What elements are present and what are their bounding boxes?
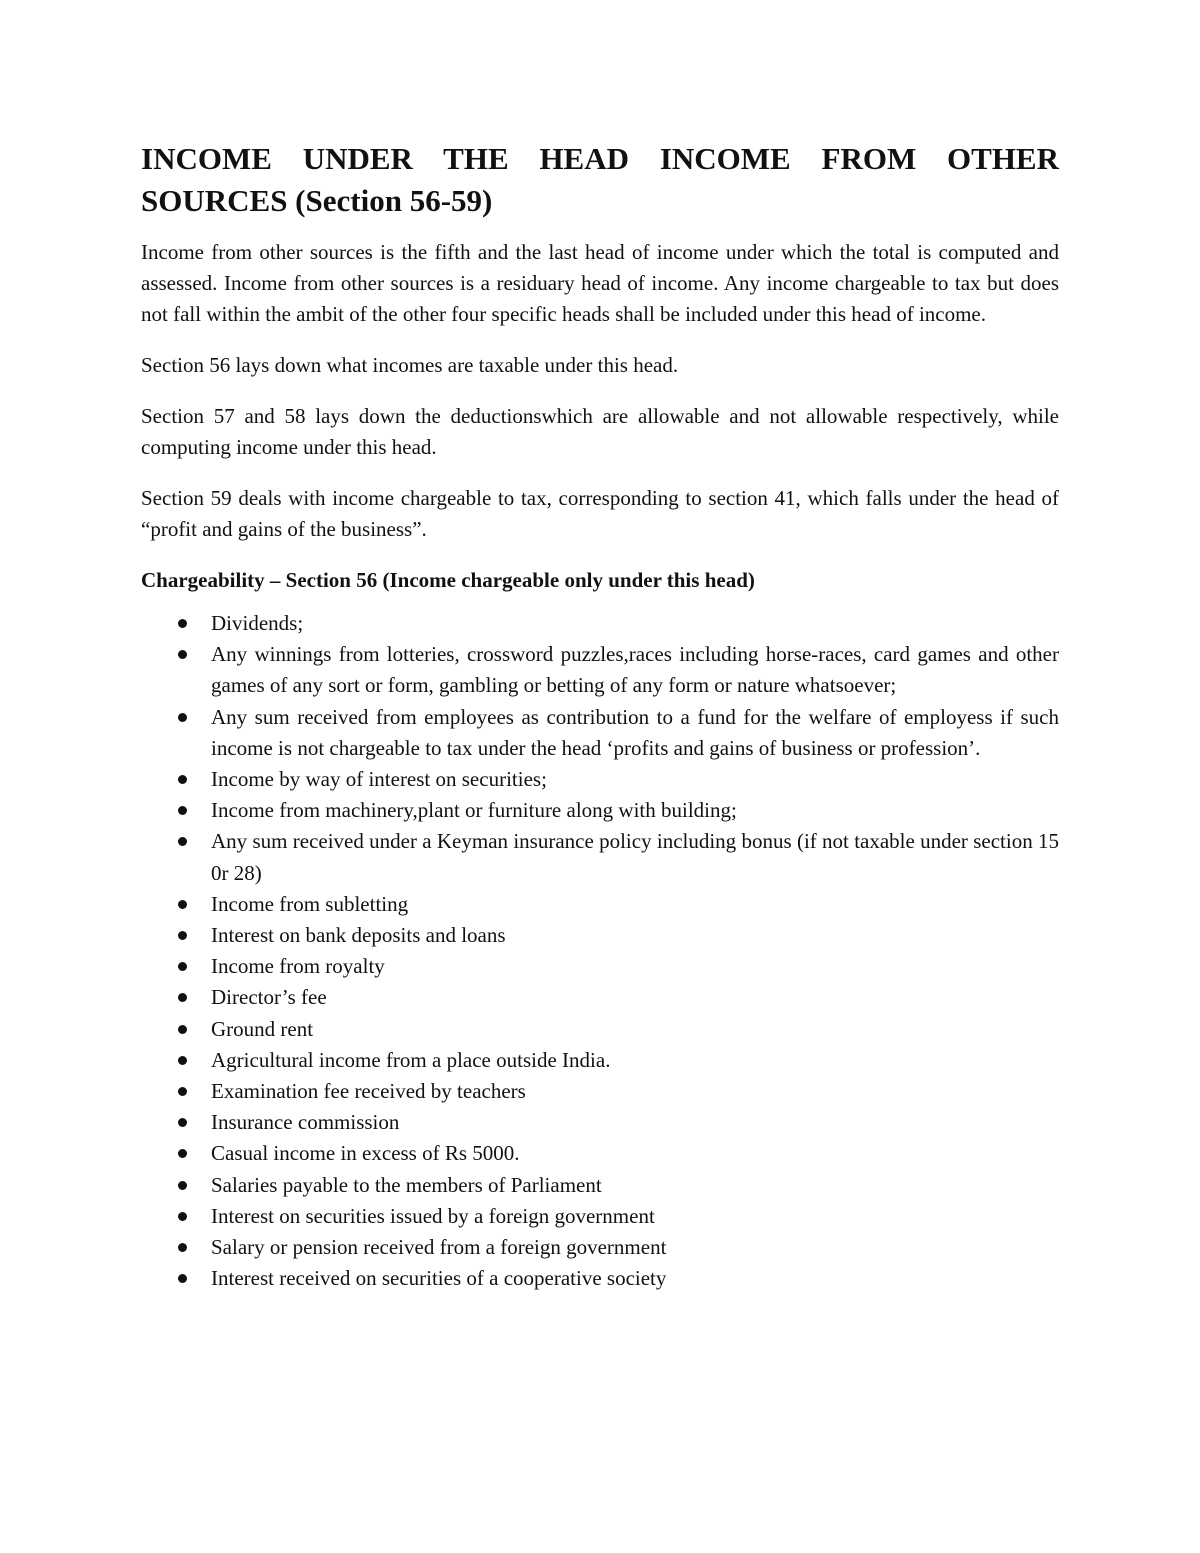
list-item	[141, 1170, 1059, 1201]
document-page	[141, 138, 1059, 1294]
bullet-icon	[178, 1181, 187, 1190]
list-item-text: Salaries payable to the members of Parliament	[211, 1172, 602, 1197]
bullet-icon	[178, 1118, 187, 1127]
list-item	[141, 826, 1059, 888]
chargeability-subheading: Chargeability – Section 56 (Income chargeable only under this head)	[141, 568, 755, 592]
list-item-text: Income from subletting	[211, 891, 409, 916]
list-item	[141, 1263, 1059, 1294]
bullet-icon	[178, 806, 187, 815]
section-59-paragraph: Section 59 deals with income chargeable to tax, corresponding to section 41, which falls under the head of “profit and gains of the business”.	[141, 486, 1059, 541]
list-item-text: Any sum received under a Keyman insurance policy including bonus (if not taxable under section 15 0r 28)	[211, 829, 1059, 885]
list-item-text: Examination fee received by teachers	[211, 1079, 526, 1104]
list-item-text: Interest on securities issued by a foreign government	[211, 1203, 655, 1228]
list-item-text: Director’s fee	[211, 985, 327, 1010]
list-item-text: Insurance commission	[211, 1110, 400, 1135]
list-item-text: Interest received on securities of a cooperative society	[211, 1266, 667, 1291]
section-56-paragraph: Section 56 lays down what incomes are taxable under this head.	[141, 353, 679, 377]
list-item	[141, 764, 1059, 795]
list-item	[141, 702, 1059, 764]
bullet-icon	[178, 1212, 187, 1221]
list-item	[141, 920, 1059, 951]
section-57-58-paragraph: Section 57 and 58 lays down the deductionswhich are allowable and not allowable respectively, while computing income under this head.	[141, 404, 1059, 459]
list-item	[141, 608, 1059, 639]
list-item	[141, 1014, 1059, 1045]
list-item	[141, 795, 1059, 826]
list-item	[141, 1201, 1059, 1232]
bullet-icon	[178, 619, 187, 628]
chargeability-list	[141, 608, 1059, 1294]
bullet-icon	[178, 837, 187, 846]
bullet-icon	[178, 1243, 187, 1252]
list-item	[141, 1232, 1059, 1263]
title-line-1: INCOME UNDER THE HEAD INCOME FROM OTHER	[141, 141, 1059, 176]
list-item-text: Interest on bank deposits and loans	[211, 923, 506, 948]
bullet-icon	[178, 900, 187, 909]
bullet-icon	[178, 1025, 187, 1034]
list-item-text: Ground rent	[211, 1016, 314, 1041]
bullet-icon	[178, 650, 187, 659]
bullet-icon	[178, 962, 187, 971]
list-item	[141, 951, 1059, 982]
list-item	[141, 1138, 1059, 1169]
list-item	[141, 1045, 1059, 1076]
list-item-text: Any sum received from employees as contribution to a fund for the welfare of employess if such income is not chargeable to tax under the head ‘profits and gains of business or profession’.	[211, 704, 1059, 760]
bullet-icon	[178, 1056, 187, 1065]
bullet-icon	[178, 1087, 187, 1096]
bullet-icon	[178, 775, 187, 784]
title-line-2: SOURCES (Section 56-59)	[141, 183, 493, 218]
list-item-text: Income from royalty	[211, 954, 385, 979]
list-item	[141, 1107, 1059, 1138]
bullet-icon	[178, 993, 187, 1002]
list-item-text: Agricultural income from a place outside India.	[211, 1047, 611, 1072]
intro-paragraph: Income from other sources is the fifth and the last head of income under which the total is computed and assessed. Income from other sources is a residuary head of income. Any income chargeable to tax but does not fall within the ambit of the other four specific heads shall be included under this head of income.	[141, 240, 1059, 326]
list-item	[141, 889, 1059, 920]
list-item-text: Dividends;	[211, 611, 304, 635]
bullet-icon	[178, 931, 187, 940]
list-item	[141, 639, 1059, 701]
bullet-icon	[178, 1274, 187, 1283]
list-item	[141, 982, 1059, 1013]
bullet-icon	[178, 713, 187, 722]
list-item	[141, 1076, 1059, 1107]
list-item-text: Salary or pension received from a foreign government	[211, 1235, 667, 1260]
list-item-text: Income by way of interest on securities;	[211, 767, 547, 792]
list-item-text: Income from machinery,plant or furniture along with building;	[211, 798, 737, 823]
list-item-text: Casual income in excess of Rs 5000.	[211, 1141, 520, 1166]
bullet-icon	[178, 1149, 187, 1158]
page-title	[141, 138, 1059, 222]
list-item-text: Any winnings from lotteries, crossword puzzles,races including horse-races, card games and other games of any sort or form, gambling or betting of any form or nature whatsoever;	[211, 642, 1059, 698]
